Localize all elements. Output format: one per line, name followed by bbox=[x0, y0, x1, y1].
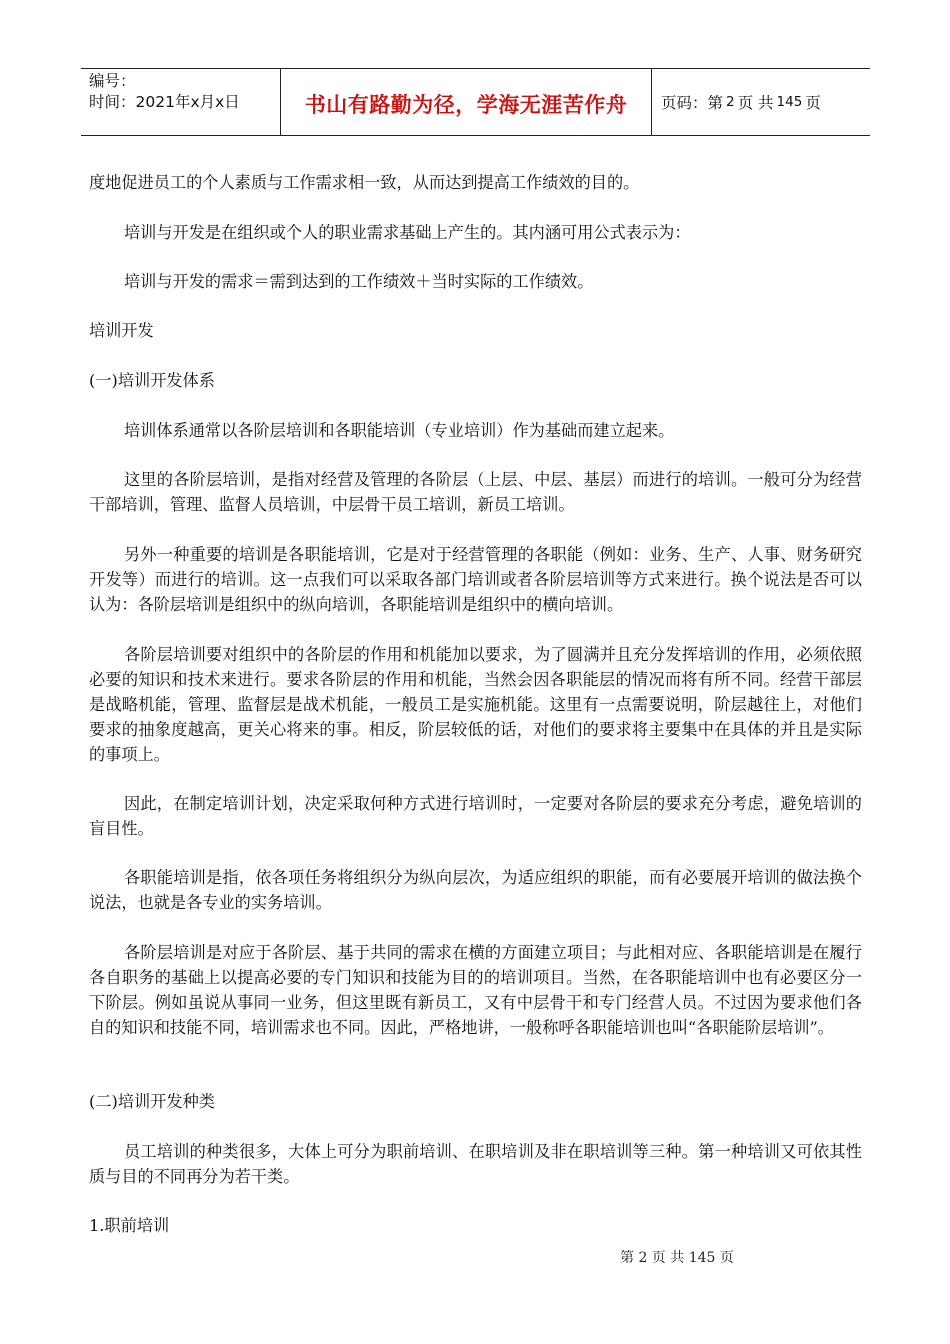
motto: 书山有路勤为径，学海无涯苦作舟 bbox=[304, 93, 628, 117]
page-mid: 页 共 bbox=[737, 94, 774, 112]
date-line: 时间：2021年x月x日 bbox=[89, 93, 240, 111]
paragraph: 员工培训的种类很多，大体上可分为职前培训、在职培训及非在职培训等三种。第一种培训又可依其性质与目的不同再分为若干类。 bbox=[89, 1142, 862, 1186]
page-suffix: 页 bbox=[805, 94, 821, 112]
paragraph: 因此，在制定培训计划，决定采取何种方式进行培训时，一定要对各阶层的要求充分考虑，避免培训的盲目性。 bbox=[89, 794, 862, 838]
paragraph: 这里的各阶层培训，是指对经营及管理的各阶层（上层、中层、基层）而进行的培训。一般可分为经营干部培训，管理、监督人员培训，中层骨干员工培训，新员工培训。 bbox=[89, 470, 862, 514]
paragraph: 各职能培训是指，依各项任务将组织分为纵向层次，为适应组织的职能，而有必要展开培训的做法换个说法，也就是各专业的实务培训。 bbox=[89, 868, 862, 912]
header-motto-cell bbox=[281, 69, 652, 135]
number-label: 编号： bbox=[89, 72, 136, 90]
page-total: 145 bbox=[776, 94, 803, 110]
page-current: 2 bbox=[726, 94, 735, 110]
header-meta-cell bbox=[81, 69, 281, 135]
subsection-heading: 1.职前培训 bbox=[89, 1216, 170, 1235]
page-prefix: 页码：第 bbox=[661, 94, 724, 112]
section-heading: (一)培训开发体系 bbox=[89, 371, 215, 390]
paragraph: 度地促进员工的个人素质与工作需求相一致，从而达到提高工作绩效的目的。 bbox=[89, 173, 640, 192]
paragraph: 培训体系通常以各阶层培训和各职能培训（专业培训）作为基础而建立起来。 bbox=[124, 421, 675, 440]
header-table bbox=[81, 68, 870, 136]
section-heading: 培训开发 bbox=[89, 321, 154, 340]
paragraph: 另外一种重要的培训是各职能培训，它是对于经营管理的各职能（例如：业务、生产、人事、财务研究开发等）而进行的培训。这一点我们可以采取各部门培训或者各阶层培训等方式来进行。换个说法是否可以认为：各阶层培训是组织中的纵向培训，各职能培训是组织中的横向培训。 bbox=[89, 545, 862, 614]
paragraph: 各阶层培训是对应于各阶层、基于共同的需求在横的方面建立项目；与此相对应、各职能培训是在履行各自职务的基础上以提高必要的专门知识和技能为目的的培训项目。当然，在各职能培训中也有必要区分一下阶层。例如虽说从事同一业务，但这里既有新员工，又有中层骨干和专门经营人员。不过因为要求他们各自的知识和技能不同，培训需求也不同。因此，严格地讲，一般称呼各职能培训也叫“各职能阶层培训”。 bbox=[89, 943, 862, 1037]
header-page-cell bbox=[652, 69, 870, 135]
paragraph: 培训与开发的需求＝需到达到的工作绩效＋当时实际的工作绩效。 bbox=[124, 272, 594, 291]
paragraph: 培训与开发是在组织或个人的职业需求基础上产生的。其内涵可用公式表示为： bbox=[124, 223, 691, 242]
paragraph: 各阶层培训要对组织中的各阶层的作用和机能加以要求，为了圆满并且充分发挥培训的作用，必须依照必要的知识和技术来进行。要求各阶层的作用和机能，当然会因各职能层的情况而将有所不同。经营干部层是战略机能，管理、监督层是战术机能，一般员工是实施机能。这里有一点需要说明，阶层越往上，对他们要求的抽象度越高，更关心将来的事。相反，阶层较低的话，对他们的要求将主要集中在具体的并且是实际的事项上。 bbox=[89, 645, 862, 764]
section-heading: (二)培训开发种类 bbox=[89, 1092, 215, 1111]
page-footer: 第 2 页 共 145 页 bbox=[620, 1250, 734, 1266]
